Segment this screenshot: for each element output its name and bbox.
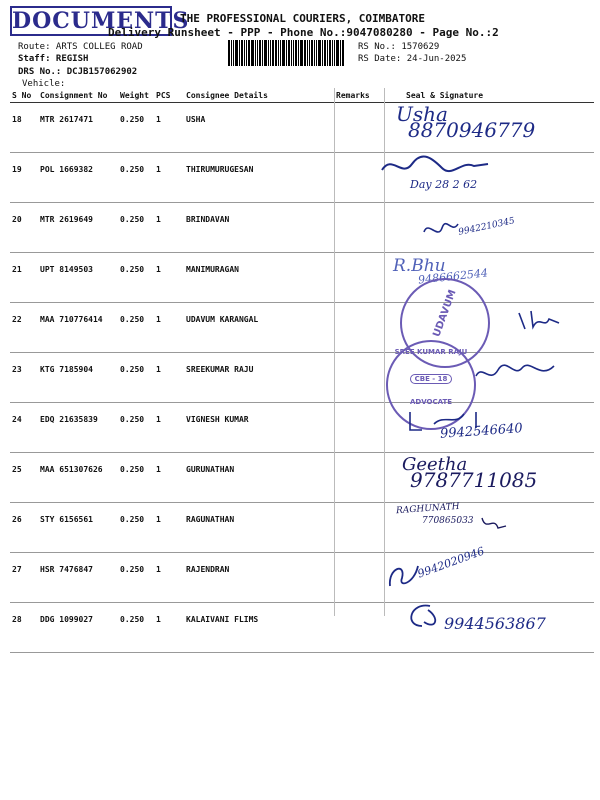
barcode-bar [241,40,243,66]
barcode-bar [233,40,234,66]
barcode-bar [264,40,267,66]
handwritten-phone: 9944563867 [444,614,546,633]
cell-sno: 22 [10,303,38,353]
cell-pcs: 1 [154,503,184,553]
barcode-bar [282,40,285,66]
column-header: Remarks [334,88,384,103]
cell-sno: 20 [10,203,38,253]
barcode-bar [342,40,344,66]
cell-remarks [334,453,384,503]
cell-sno: 26 [10,503,38,553]
cell-remarks [334,303,384,353]
cell-consignee: RAGUNATHAN [184,503,334,553]
cell-pcs: 1 [154,603,184,653]
barcode-bar [293,40,294,66]
signature-usha: Usha [396,102,448,126]
rs-number: RS No.: 1570629 [358,42,440,52]
barcode-bar [228,40,230,66]
handwritten-phone: 770865033 [422,516,474,526]
barcode-bar [255,40,256,66]
signature-scribble [470,358,560,388]
documents-stamp: DOCUMENTS [12,8,190,34]
staff-label: Staff: REGISH [18,54,89,64]
table-row [10,253,594,303]
barcode-bar [262,40,263,66]
cell-consignee: SREEKUMAR RAJU [184,353,334,403]
barcode-bar [307,40,308,66]
cell-weight: 0.250 [118,553,154,603]
barcode-bar [311,40,313,66]
cell-consignee: UDAVUM KARANGAL [184,303,334,353]
cell-remarks [334,253,384,303]
cell-sno: 25 [10,453,38,503]
table-header-row [10,88,594,103]
cell-pcs: 1 [154,453,184,503]
cell-remarks [334,553,384,603]
table-row [10,153,594,203]
cell-pcs: 1 [154,353,184,403]
signature-scribble [378,150,498,180]
cell-consignment: MAA 710776414 [38,303,118,353]
signature-scribble [420,218,460,242]
cell-weight: 0.250 [118,453,154,503]
cell-consignee: RAJENDRAN [184,553,334,603]
barcode-bar [318,40,321,66]
barcode-bar [251,40,254,66]
barcode-bar [309,40,310,66]
cell-consignee: USHA [184,103,334,153]
signature-scribble [478,512,508,534]
barcode-bar [324,40,326,66]
barcode-bar [314,40,315,66]
barcode-bar [340,40,341,66]
barcode-bar [298,40,299,66]
cell-weight: 0.250 [118,253,154,303]
cell-weight: 0.250 [118,103,154,153]
column-header: Weight [118,88,154,103]
cell-remarks [334,603,384,653]
cell-remarks [334,203,384,253]
cell-weight: 0.250 [118,403,154,453]
signature-name: R.Bhu [393,256,446,276]
cell-pcs: 1 [154,303,184,353]
barcode-bar [286,40,287,66]
signature-scribble [515,305,565,335]
page-subtitle: Delivery Runsheet - PPP - Phone No.:9047080280 - Page No.:2 [108,26,499,39]
cell-weight: 0.250 [118,303,154,353]
barcode-bar [336,40,339,66]
cell-consignment: EDQ 21635839 [38,403,118,453]
seal-bottom-text: ADVOCATE [409,398,453,406]
barcode-bar [239,40,240,66]
cell-weight: 0.250 [118,603,154,653]
barcode [228,40,352,66]
seal-text: UDAVUM [431,288,459,339]
cell-sno: 19 [10,153,38,203]
cell-sno: 27 [10,553,38,603]
signature-scribble [400,600,446,632]
barcode-bar [244,40,245,66]
cell-pcs: 1 [154,103,184,153]
cell-consignment: DDG 1099027 [38,603,118,653]
column-header: Consignment No [38,88,118,103]
drs-label: DRS No.: DCJB157062902 [18,67,138,77]
barcode-bar [257,40,258,66]
column-header: PCS [154,88,184,103]
cell-consignee: THIRUMURUGESAN [184,153,334,203]
cell-sno: 28 [10,603,38,653]
handwritten-phone: 9942210345 [457,216,516,238]
barcode-bar [272,40,274,66]
cell-consignee: MANIMURAGAN [184,253,334,303]
cell-consignment: HSR 7476847 [38,553,118,603]
handwritten-phone: 9486662544 [417,266,489,287]
barcode-bar [322,40,323,66]
barcode-bar [278,40,279,66]
cell-sno: 23 [10,353,38,403]
table-row [10,553,594,603]
cell-consignee: VIGNESH KUMAR [184,403,334,453]
cell-sno: 21 [10,253,38,303]
barcode-bar [246,40,247,66]
cell-pcs: 1 [154,203,184,253]
cell-consignee: GURUNATHAN [184,453,334,503]
barcode-bar [248,40,250,66]
cell-pcs: 1 [154,553,184,603]
barcode-bar [300,40,303,66]
barcode-bar [288,40,290,66]
cell-pcs: 1 [154,403,184,453]
signature-name: Geetha [402,454,468,475]
cell-weight: 0.250 [118,353,154,403]
cell-sno: 18 [10,103,38,153]
barcode-bar [231,40,232,66]
cell-consignment: UPT 8149503 [38,253,118,303]
handwritten-date: Day 28 2 62 [410,178,478,191]
barcode-bar [270,40,271,66]
column-header: Seal & Signature [384,88,594,103]
signature-name: RAGHUNATH [395,501,460,517]
barcode-bar [235,40,238,66]
barcode-bar [280,40,281,66]
cell-consignee: BRINDAVAN [184,203,334,253]
barcode-bar [332,40,333,66]
barcode-bar [334,40,335,66]
barcode-bar [329,40,331,66]
cell-consignment: MAA 651307626 [38,453,118,503]
cell-sno: 24 [10,403,38,453]
barcode-bar [304,40,306,66]
cell-consignment: STY 6156561 [38,503,118,553]
cell-consignment: POL 1669382 [38,153,118,203]
remarks-divider [334,88,335,616]
table-row [10,303,594,353]
cell-weight: 0.250 [118,153,154,203]
handwritten-phone: 9942546640 [439,421,524,442]
cell-consignee: KALAIVANI FLIMS [184,603,334,653]
barcode-bar [291,40,292,66]
rs-date: RS Date: 24-Jun-2025 [358,54,467,64]
handwritten-phone: 9942020946 [415,544,487,581]
cell-consignment: KTG 7185904 [38,353,118,403]
handwritten-phone: 8870946779 [408,118,536,142]
cell-pcs: 1 [154,253,184,303]
barcode-bar [295,40,297,66]
route-label: Route: ARTS COLLEG ROAD [18,42,143,52]
barcode-bar [275,40,277,66]
page-title: THE PROFESSIONAL COURIERS, COIMBATORE [180,12,426,25]
cell-consignment: MTR 2619649 [38,203,118,253]
barcode-bar [259,40,261,66]
column-header: S No [10,88,38,103]
cell-weight: 0.250 [118,503,154,553]
cell-remarks [334,353,384,403]
cell-consignment: MTR 2617471 [38,103,118,153]
column-header: Consignee Details [184,88,334,103]
barcode-bar [316,40,317,66]
cell-remarks [334,153,384,203]
cell-weight: 0.250 [118,203,154,253]
seal-center-text: CBE - 18 [410,374,452,384]
cell-remarks [334,403,384,453]
handwritten-phone: 9787711085 [410,468,538,492]
cell-pcs: 1 [154,153,184,203]
barcode-bar [268,40,269,66]
cell-remarks [334,103,384,153]
barcode-bar [327,40,328,66]
vehicle-label: Vehicle: [22,79,66,89]
seal-ring-text: SREE KUMAR RAJU [394,348,468,356]
cell-remarks [334,503,384,553]
